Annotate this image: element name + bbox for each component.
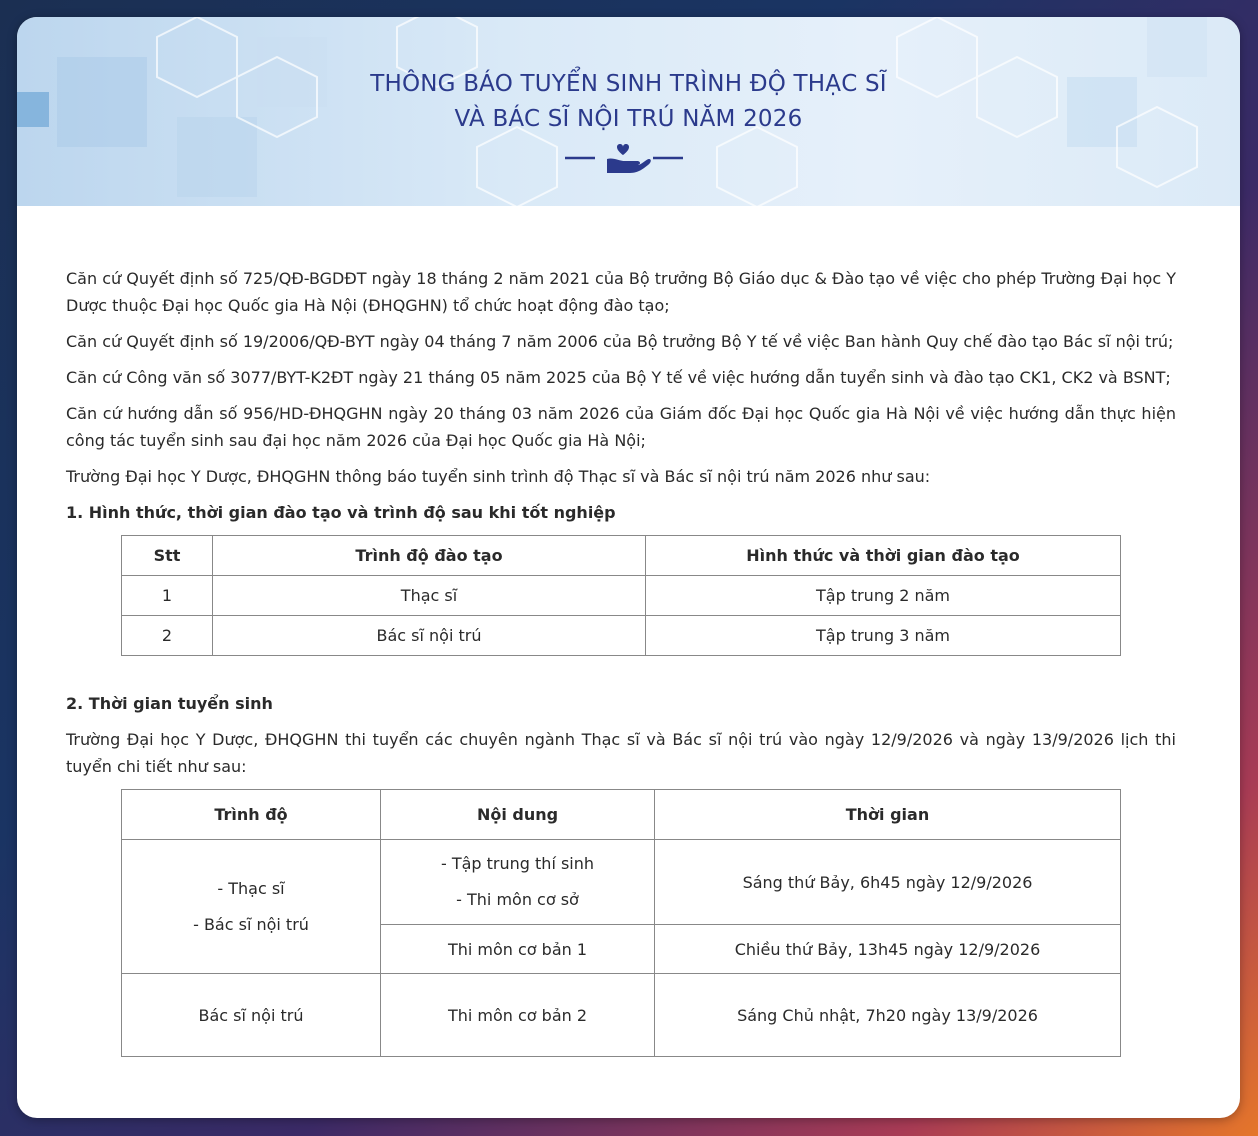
table-cell: Bác sĩ nội trú bbox=[213, 616, 646, 656]
table-cell-time: Chiều thứ Bảy, 13h45 ngày 12/9/2026 bbox=[655, 925, 1121, 974]
header-banner bbox=[17, 17, 1240, 206]
basis-paragraph-2: Căn cứ Quyết định số 19/2006/QĐ-BYT ngày 04 tháng 7 năm 2006 của Bộ trưởng Bộ Y tế về việc Ban hành Quy chế đào tạo Bác sĩ nội trú; bbox=[66, 332, 1174, 351]
column-header: Trình độ bbox=[122, 790, 381, 840]
section-2-heading: 2. Thời gian tuyển sinh bbox=[66, 694, 273, 713]
training-table bbox=[121, 535, 1121, 656]
content-item: - Thi môn cơ sở bbox=[456, 890, 579, 909]
column-header: Stt bbox=[122, 536, 213, 576]
table-cell-level-group bbox=[122, 840, 381, 974]
table-cell: 2 bbox=[122, 616, 213, 656]
basis-paragraph-3: Căn cứ Công văn số 3077/BYT-K2ĐT ngày 21 tháng 05 năm 2025 của Bộ Y tế về việc hướng dẫn tuyển sinh và đào tạo CK1, CK2 và BSNT; bbox=[66, 368, 1171, 387]
section-1-heading: 1. Hình thức, thời gian đào tạo và trình độ sau khi tốt nghiệp bbox=[66, 503, 616, 522]
table-cell-time: Sáng Chủ nhật, 7h20 ngày 13/9/2026 bbox=[655, 974, 1121, 1057]
table-header-row bbox=[122, 790, 1121, 840]
level-item: - Thạc sĩ bbox=[217, 878, 285, 898]
level-item: - Bác sĩ nội trú bbox=[193, 914, 309, 934]
notice-card bbox=[17, 17, 1240, 1118]
column-header: Trình độ đào tạo bbox=[213, 536, 646, 576]
table-cell: Tập trung 3 năm bbox=[646, 616, 1121, 656]
table-cell: Thạc sĩ bbox=[213, 576, 646, 616]
table-row bbox=[122, 616, 1121, 656]
column-header: Nội dung bbox=[381, 790, 655, 840]
table-cell-content bbox=[381, 840, 655, 925]
table-cell-content: Thi môn cơ bản 2 bbox=[381, 974, 655, 1057]
table-row bbox=[122, 840, 1121, 925]
table-cell-time: Sáng thứ Bảy, 6h45 ngày 12/9/2026 bbox=[655, 840, 1121, 925]
table-header-row bbox=[122, 536, 1121, 576]
table-cell: Tập trung 2 năm bbox=[646, 576, 1121, 616]
page-title-line-2: VÀ BÁC SĨ NỘI TRÚ NĂM 2026 bbox=[454, 106, 803, 132]
schedule-intro: Trường Đại học Y Dược, ĐHQGHN thi tuyển các chuyên ngành Thạc sĩ và Bác sĩ nội trú vào ngày 12/9/2026 và ngày 13/9/2026 lịch thi tuyển chi tiết như sau: bbox=[66, 730, 1176, 776]
medical-hand-heart-icon bbox=[565, 141, 685, 175]
basis-paragraph-4: Căn cứ hướng dẫn số 956/HD-ĐHQGHN ngày 20 tháng 03 năm 2026 của Giám đốc Đại học Quốc gia Hà Nội về việc hướng dẫn thực hiện công tác tuyển sinh sau đại học năm 2026 của Đại học Quốc gia Hà Nội; bbox=[66, 404, 1176, 450]
table-cell-content: Thi môn cơ bản 1 bbox=[381, 925, 655, 974]
table-row bbox=[122, 974, 1121, 1057]
page-title-line-1: THÔNG BÁO TUYỂN SINH TRÌNH ĐỘ THẠC SĨ bbox=[370, 71, 887, 97]
content-item: - Tập trung thí sinh bbox=[440, 854, 595, 873]
table-cell-level: Bác sĩ nội trú bbox=[122, 974, 381, 1057]
column-header: Thời gian bbox=[655, 790, 1121, 840]
announcement-paragraph: Trường Đại học Y Dược, ĐHQGHN thông báo tuyển sinh trình độ Thạc sĩ và Bác sĩ nội trú năm 2026 như sau: bbox=[66, 467, 931, 486]
notice-body bbox=[66, 265, 1176, 1057]
table-row bbox=[122, 576, 1121, 616]
column-header: Hình thức và thời gian đào tạo bbox=[646, 536, 1121, 576]
table-cell: 1 bbox=[122, 576, 213, 616]
basis-paragraph-1: Căn cứ Quyết định số 725/QĐ-BGDĐT ngày 18 tháng 2 năm 2021 của Bộ trưởng Bộ Giáo dục & Đào tạo về việc cho phép Trường Đại học Y Dược thuộc Đại học Quốc gia Hà Nội (ĐHQGHN) tổ chức hoạt động đào tạo; bbox=[66, 269, 1176, 315]
exam-schedule-table bbox=[121, 789, 1121, 1057]
